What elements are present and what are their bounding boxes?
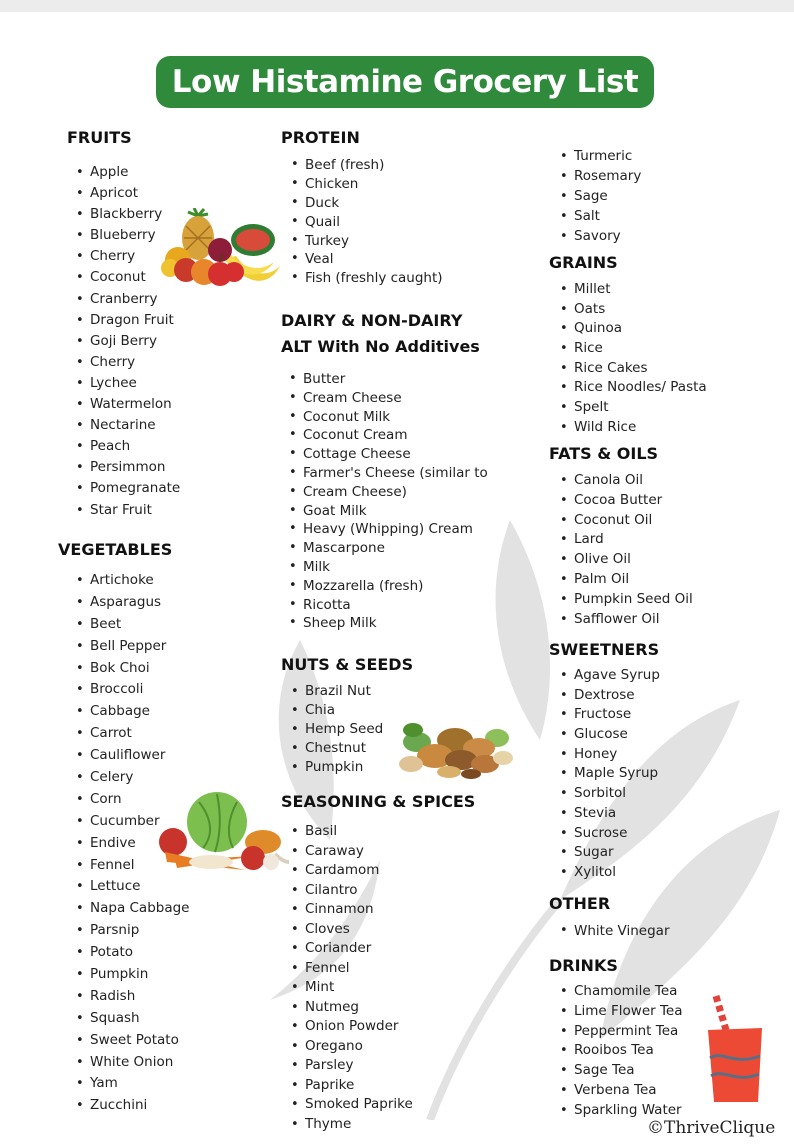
list-item: • Sugar: [560, 843, 660, 863]
list-item: • Pumpkin Seed Oil: [560, 590, 693, 610]
list-item: • Turmeric: [560, 147, 641, 167]
list-item: • Cranberry: [76, 289, 180, 310]
list-item: • Coconut Milk: [289, 408, 488, 427]
dairy-heading-line2: ALT With No Additives: [281, 337, 480, 356]
sweeteners-list: [560, 666, 660, 883]
list-item: • Cherry: [76, 352, 180, 373]
list-item: • Cabbage: [76, 701, 190, 723]
nuts-list: [291, 682, 383, 777]
fruits-heading: FRUITS: [67, 128, 132, 147]
list-item: • Millet: [560, 280, 707, 300]
list-item: • Lettuce: [76, 876, 190, 898]
drinks-heading: DRINKS: [549, 956, 618, 975]
list-item: • White Onion: [76, 1052, 190, 1074]
list-item: • Dextrose: [560, 686, 660, 706]
list-item: • Rice Noodles/ Pasta: [560, 378, 707, 398]
list-item: • Cinnamon: [291, 900, 413, 920]
dairy-heading-line1: DAIRY & NON-DAIRY: [281, 311, 463, 330]
list-item: • Sorbitol: [560, 784, 660, 804]
seasoning-heading: SEASONING & SPICES: [281, 792, 476, 811]
other-heading: OTHER: [549, 894, 611, 913]
vegetables-heading: VEGETABLES: [58, 540, 173, 559]
list-item: • Bok Choi: [76, 658, 190, 680]
list-item: • Brazil Nut: [291, 682, 383, 701]
list-item: • Celery: [76, 767, 190, 789]
list-item: • Honey: [560, 745, 660, 765]
list-item: • Smoked Paprike: [291, 1095, 413, 1115]
page-title: Low Histamine Grocery List: [156, 56, 654, 108]
list-item: • Corn: [76, 789, 190, 811]
list-item: • Coconut Oil: [560, 511, 693, 531]
list-item: • Farmer's Cheese (similar to: [289, 464, 488, 483]
list-item: • Beef (fresh): [291, 156, 443, 175]
list-item: • Sage Tea: [560, 1061, 683, 1081]
list-item: • Xylitol: [560, 863, 660, 883]
list-item: • Cucumber: [76, 811, 190, 833]
list-item: • Lard: [560, 530, 693, 550]
list-item: • Cocoa Butter: [560, 491, 693, 511]
list-item: • Mascarpone: [289, 539, 488, 558]
list-item: • Rice: [560, 339, 707, 359]
list-item: • Dragon Fruit: [76, 310, 180, 331]
list-item: • Chicken: [291, 175, 443, 194]
list-item: • Coconut Cream: [289, 426, 488, 445]
list-item: • Savory: [560, 227, 641, 247]
list-item: • Sparkling Water: [560, 1101, 683, 1121]
list-item: • Parsnip: [76, 920, 190, 942]
list-item: • Goji Berry: [76, 331, 180, 352]
list-item: • Onion Powder: [291, 1017, 413, 1037]
list-item: • Butter: [289, 370, 488, 389]
list-item: • Cream Cheese): [289, 483, 488, 502]
list-item: • Duck: [291, 194, 443, 213]
seasoning-list: [291, 822, 413, 1134]
list-item: • Olive Oil: [560, 550, 693, 570]
list-item: • Verbena Tea: [560, 1081, 683, 1101]
list-item: • Oregano: [291, 1037, 413, 1057]
nuts-icon: [393, 718, 517, 780]
list-item: • Squash: [76, 1008, 190, 1030]
list-item: • Coriander: [291, 939, 413, 959]
list-item: • Oats: [560, 300, 707, 320]
list-item: • Pumpkin: [291, 758, 383, 777]
list-item: • Broccoli: [76, 679, 190, 701]
list-item: • Watermelon: [76, 394, 180, 415]
list-item: • Safflower Oil: [560, 610, 693, 630]
list-item: • Radish: [76, 986, 190, 1008]
list-item: • Apricot: [76, 183, 180, 204]
list-item: • Star Fruit: [76, 500, 180, 521]
list-item: • Parsley: [291, 1056, 413, 1076]
drinks-list: [560, 982, 683, 1121]
list-item: • Glucose: [560, 725, 660, 745]
list-item: • Fructose: [560, 705, 660, 725]
list-item: • Cloves: [291, 920, 413, 940]
list-item: • Spelt: [560, 398, 707, 418]
list-item: • Ricotta: [289, 596, 488, 615]
list-item: • Sucrose: [560, 824, 660, 844]
list-item: • Hemp Seed: [291, 720, 383, 739]
list-item: • Lime Flower Tea: [560, 1002, 683, 1022]
fats-list: [560, 471, 693, 629]
list-item: • Heavy (Whipping) Cream: [289, 520, 488, 539]
list-item: • Cardamom: [291, 861, 413, 881]
list-item: • Caraway: [291, 842, 413, 862]
sweeteners-heading: SWEETNERS: [549, 640, 660, 659]
fruit-basket-icon: [158, 208, 282, 292]
list-item: • Canola Oil: [560, 471, 693, 491]
protein-heading: PROTEIN: [281, 128, 360, 147]
list-item: • Pomegranate: [76, 478, 180, 499]
vegetables-icon: [155, 790, 291, 876]
list-item: • Chestnut: [291, 739, 383, 758]
list-item: • Rosemary: [560, 167, 641, 187]
list-item: • Beet: [76, 614, 190, 636]
list-item: • Salt: [560, 207, 641, 227]
list-item: • Peach: [76, 436, 180, 457]
list-item: • Quinoa: [560, 319, 707, 339]
list-item: • Mint: [291, 978, 413, 998]
list-item: • Cream Cheese: [289, 389, 488, 408]
copyright-text: ©ThriveClique: [647, 1118, 776, 1138]
list-item: • Thyme: [291, 1115, 413, 1135]
dairy-list: [289, 370, 488, 633]
grains-list: [560, 280, 707, 438]
list-item: • Rooibos Tea: [560, 1041, 683, 1061]
list-item: • Cottage Cheese: [289, 445, 488, 464]
list-item: • Endive: [76, 833, 190, 855]
list-item: • Fennel: [291, 959, 413, 979]
list-item: • Fish (freshly caught): [291, 269, 443, 288]
list-item: • Agave Syrup: [560, 666, 660, 686]
list-item: • White Vinegar: [560, 921, 670, 941]
list-item: • Peppermint Tea: [560, 1022, 683, 1042]
list-item: • Bell Pepper: [76, 636, 190, 658]
list-item: • Napa Cabbage: [76, 898, 190, 920]
list-item: • Persimmon: [76, 457, 180, 478]
list-item: • Apple: [76, 162, 180, 183]
list-item: • Cherry: [76, 246, 180, 267]
list-item: • Artichoke: [76, 570, 190, 592]
list-item: • Zucchini: [76, 1095, 190, 1117]
fats-heading: FATS & OILS: [549, 444, 659, 463]
list-item: • Sage: [560, 187, 641, 207]
other-list: [560, 921, 670, 941]
grains-heading: GRAINS: [549, 253, 618, 272]
list-item: • Coconut: [76, 267, 180, 288]
list-item: • Milk: [289, 558, 488, 577]
list-item: • Nectarine: [76, 415, 180, 436]
top-band: [0, 0, 794, 12]
list-item: • Asparagus: [76, 592, 190, 614]
list-item: • Goat Milk: [289, 502, 488, 521]
list-item: • Quail: [291, 213, 443, 232]
list-item: • Wild Rice: [560, 418, 707, 438]
list-item: • Chamomile Tea: [560, 982, 683, 1002]
list-item: • Mozzarella (fresh): [289, 577, 488, 596]
list-item: • Sheep Milk: [289, 614, 488, 633]
list-item: • Fennel: [76, 855, 190, 877]
list-item: • Blackberry: [76, 204, 180, 225]
protein-list: [291, 156, 443, 288]
list-item: • Pumpkin: [76, 964, 190, 986]
list-item: • Lychee: [76, 373, 180, 394]
list-item: • Blueberry: [76, 225, 180, 246]
list-item: • Nutmeg: [291, 998, 413, 1018]
list-item: • Rice Cakes: [560, 359, 707, 379]
list-item: • Potato: [76, 942, 190, 964]
list-item: • Sweet Potato: [76, 1030, 190, 1052]
list-item: • Palm Oil: [560, 570, 693, 590]
list-item: • Cilantro: [291, 881, 413, 901]
list-item: • Turkey: [291, 232, 443, 251]
list-item: • Carrot: [76, 723, 190, 745]
list-item: • Cauliflower: [76, 745, 190, 767]
list-item: • Stevia: [560, 804, 660, 824]
list-item: • Paprike: [291, 1076, 413, 1096]
drink-cup-icon: [704, 994, 766, 1106]
list-item: • Veal: [291, 250, 443, 269]
seasoning-continued-list: [560, 147, 641, 246]
list-item: • Maple Syrup: [560, 764, 660, 784]
list-item: • Yam: [76, 1073, 190, 1095]
nuts-heading: NUTS & SEEDS: [281, 655, 414, 674]
list-item: • Basil: [291, 822, 413, 842]
list-item: • Chia: [291, 701, 383, 720]
